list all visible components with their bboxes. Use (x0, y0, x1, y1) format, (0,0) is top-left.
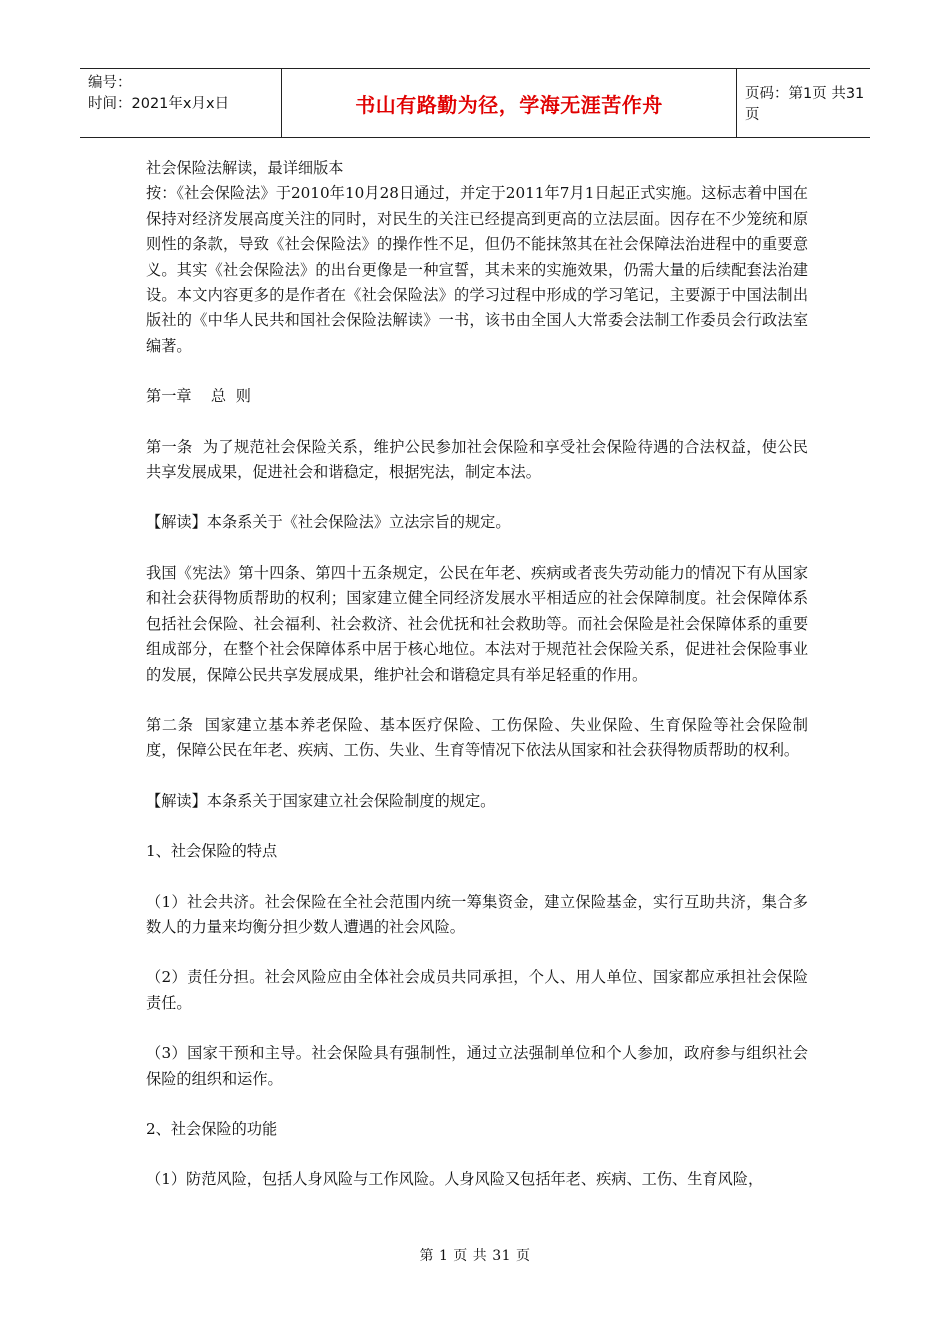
page-footer: 第 1 页 共 31 页 (419, 1248, 531, 1264)
list-item: （3）国家干预和主导。社会保险具有强制性，通过立法强制单位和个人参加，政府参与组织社会保险的组织和运作。 (146, 1044, 808, 1088)
time-label: 时间：2021年x月x日 (88, 96, 230, 112)
header-table (80, 68, 870, 138)
article-1-detail: 我国《宪法》第十四条、第四十五条规定，公民在年老、疾病或者丧失劳动能力的情况下有从国家和社会获得物质帮助的权利；国家建立健全同经济发展水平相适应的社会保障制度。社会保障体系包括社会保险、社会福利、社会救济、社会优抚和社会救助等。而社会保险是社会保障体系的重要组成部分，在整个社会保障体系中居于核心地位。本法对于规范社会保险关系，促进社会保险事业的发展，保障公民共享发展成果，维护社会和谐稳定具有举足轻重的作用。 (146, 563, 808, 684)
article-2-note: 【解读】本条系关于国家建立社会保险制度的规定。 (146, 791, 496, 810)
section-1-title: 1、社会保险的特点 (146, 842, 278, 861)
section-2-title: 2、社会保险的功能 (146, 1119, 278, 1138)
document-body (146, 156, 808, 1193)
header-middle-cell (281, 69, 737, 137)
article-1-note: 【解读】本条系关于《社会保险法》立法宗旨的规定。 (146, 513, 511, 532)
list-item: （2）责任分担。社会风险应由全体社会成员共同承担，个人、用人单位、国家都应承担社会保险责任。 (146, 968, 808, 1012)
number-label: 编号： (88, 75, 132, 91)
intro-paragraph: 按：《社会保险法》于2010年10月28日通过，并定于2011年7月1日起正式实施。这标志着中国在保持对经济发展高度关注的同时，对民生的关注已经提高到更高的立法层面。因存在不少笼统和原则性的条款，导致《社会保险法》的操作性不足，但仍不能抹煞其在社会保障法治进程中的重要意义。其实《社会保险法》的出台更像是一种宣誓，其未来的实施效果，仍需大量的后续配套法治建设。本文内容更多的是作者在《社会保险法》的学习过程中形成的学习笔记，主要源于中国法制出版社的《中华人民共和国社会保险法解读》一书，该书由全国人大常委会法制工作委员会行政法室编著。 (146, 184, 808, 355)
article-1: 第一条 为了规范社会保险关系，维护公民参加社会保险和享受社会保险待遇的合法权益，使公民共享发展成果，促进社会和谐稳定，根据宪法，制定本法。 (146, 437, 808, 482)
article-2: 第二条 国家建立基本养老保险、基本医疗保险、工伤保险、失业保险、生育保险等社会保险制度，保障公民在年老、疾病、工伤、失业、生育等情况下依法从国家和社会获得物质帮助的权利。 (146, 715, 808, 760)
page-info: 页码：第1页 共31页 (745, 86, 865, 123)
chapter-title: 第一章 总 则 (146, 387, 251, 406)
list-item: （1）社会共济。社会保险在全社会范围内统一筹集资金，建立保险基金，实行互助共济，集合多数人的力量来均衡分担少数人遭遇的社会风险。 (146, 892, 808, 936)
motto: 书山有路勤为径，学海无涯苦作舟 (355, 92, 663, 117)
header-left-cell (80, 69, 281, 137)
document-title: 社会保险法解读，最详细版本 (146, 159, 344, 177)
header-right-cell (737, 69, 870, 137)
list-item: （1）防范风险，包括人身风险与工作风险。人身风险又包括年老、疾病、工伤、生育风险， (146, 1170, 764, 1189)
